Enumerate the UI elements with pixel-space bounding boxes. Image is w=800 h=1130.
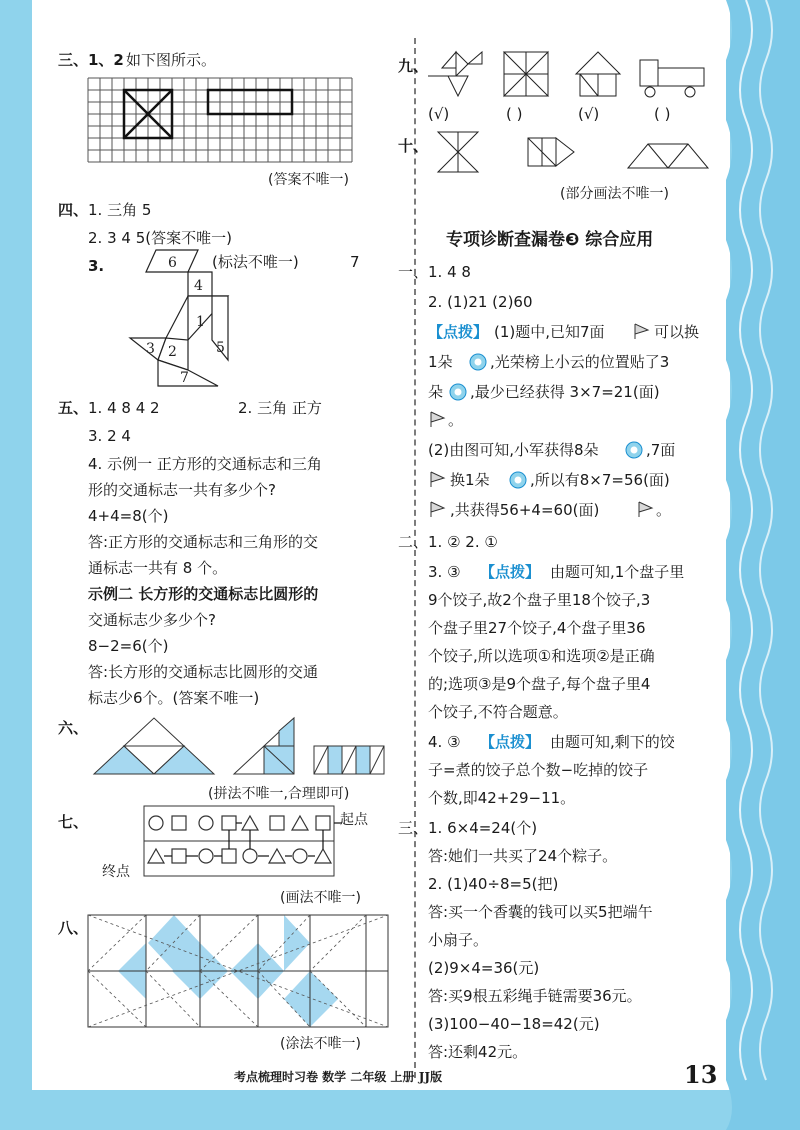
q7-label: 七、 (58, 813, 89, 831)
q7-end-label: 终点 (102, 864, 130, 880)
cloud-flower-icon (468, 352, 488, 372)
left-border (0, 0, 32, 1130)
s2-tip-badge-1: 【点拨】 (480, 563, 541, 581)
flag-icon (428, 410, 448, 428)
s2-line2b: 由题可知,1个盘子里 (550, 563, 685, 581)
q5-line12: 标志少6个。(答案不唯一) (88, 689, 260, 707)
q6-note: (拼法不唯一,合理即可) (208, 786, 350, 802)
s2-line7: 个饺子,不符合题意。 (428, 703, 568, 721)
q4-line2: 2. 3 4 5(答案不唯一) (88, 229, 232, 247)
q4-line3-value: 7 (350, 253, 360, 271)
q10-label: 十、 (398, 137, 429, 155)
s1-line7: (2)由图可知,小军获得8朵 (428, 441, 599, 459)
q4-piece-2: 2 (168, 344, 177, 360)
q5-line9: 交通标志少多少个? (88, 611, 216, 629)
q3-text: 如下图所示。 (126, 51, 217, 69)
answer-page (34, 0, 726, 1090)
s3-line5: 小扇子。 (428, 931, 489, 949)
s1-line3b: 可以换 (654, 323, 700, 341)
s2-line2a: 3. ③ (428, 563, 461, 581)
s3-line7: 答:买9根五彩绳手链需要36元。 (428, 987, 642, 1005)
s2-line4: 个盘子里27个饺子,4个盘子里36 (428, 619, 646, 637)
s3-line4: 答:买一个香囊的钱可以买5把端午 (428, 903, 653, 921)
q4-tangram-bird (128, 250, 238, 390)
section-title: 专项诊断查漏卷❸ 综合应用 (446, 230, 654, 250)
q9-label: 九、 (398, 57, 429, 75)
column-divider (414, 38, 416, 1078)
q9-answer-3: (√) (578, 105, 600, 123)
flag-icon (428, 470, 448, 488)
q5-line1b: 2. 三角 正方 (238, 399, 322, 417)
q3-grid-figure (88, 78, 352, 162)
s1-line6: 。 (448, 411, 464, 429)
q4-piece-7: 7 (180, 370, 189, 386)
s2-line1: 二、1. ② 2. ① (398, 533, 498, 551)
s3-line1: 三、1. 6×4=24(个) (398, 819, 538, 837)
q4-line3-note: (标法不唯一) (212, 253, 299, 271)
s2-tip-badge-2: 【点拨】 (480, 733, 541, 751)
s1-line5: 朵 (428, 383, 444, 401)
s1-line8: 换1朵 (450, 471, 490, 489)
q5-line5: 4+4=8(个) (88, 507, 169, 525)
cloud-flower-icon (508, 470, 528, 490)
q7-path-grid (144, 806, 334, 878)
q3-note: (答案不唯一) (268, 172, 349, 188)
s1-line1: 一、1. 4 8 (398, 263, 471, 281)
q6-shapes-figure (94, 716, 384, 778)
q4-piece-4: 4 (194, 278, 203, 294)
s3-line8: (3)100−40−18=42(元) (428, 1015, 600, 1033)
q5-line7: 通标志一共有 8 个。 (88, 559, 228, 577)
q5-line11: 答:长方形的交通标志比圆形的交通 (88, 663, 319, 681)
flag-icon (632, 322, 652, 340)
right-wave-decoration (726, 0, 800, 1130)
s1-line8b: ,所以有8×7=56(面) (530, 471, 670, 489)
q9-answer-1: (√) (428, 105, 450, 123)
s1-line7b: ,7面 (646, 441, 676, 459)
s2-line8b: 由题可知,剩下的饺 (550, 733, 675, 751)
s2-line8a: 4. ③ (428, 733, 461, 751)
q8-coloring-grid (88, 915, 388, 1027)
s2-line10: 个数,即42+29−11。 (428, 789, 576, 807)
s1-line4: 1朵 (428, 353, 453, 371)
cloud-flower-icon (448, 382, 468, 402)
q4-label: 四、 (58, 201, 89, 219)
s3-line6: (2)9×4=36(元) (428, 959, 540, 977)
q5-line2: 3. 2 4 (88, 427, 131, 445)
s3-line2: 答:她们一共买了24个粽子。 (428, 847, 618, 865)
s1-line9: ,共获得56+4=60(面) (450, 501, 600, 519)
q7-start-label: 起点 (340, 812, 368, 828)
q5-line10: 8−2=6(个) (88, 637, 169, 655)
q4-piece-6: 6 (168, 255, 177, 271)
q9-answer-2: ( ) (506, 105, 523, 123)
q5-line6: 答:正方形的交通标志和三角形的交 (88, 533, 319, 551)
s1-line4b: ,光荣榜上小云的位置贴了3 (490, 353, 670, 371)
q8-label: 八、 (58, 919, 89, 937)
s1-tip-badge: 【点拨】 (428, 323, 489, 341)
footer-text: 考点梳理时习卷 数学 二年级 上册 JJ版 (234, 1070, 443, 1084)
q4-line1: 1. 三角 5 (88, 201, 152, 219)
q5-line3: 4. 示例一 正方形的交通标志和三角 (88, 455, 322, 473)
q4-piece-1: 1 (196, 314, 205, 330)
s1-line5b: ,最少已经获得 3×7=21(面) (470, 383, 660, 401)
q6-label: 六、 (58, 719, 89, 737)
s2-line6: 的;选项③是9个盘子,每个盘子里4 (428, 675, 651, 693)
s3-line9: 答:还剩42元。 (428, 1043, 528, 1061)
s1-line2: 2. (1)21 (2)60 (428, 293, 533, 311)
flag-icon (636, 500, 656, 518)
q5-line1: 1. 4 8 4 2 (88, 399, 160, 417)
q3-label: 三、1、2 (58, 51, 124, 69)
flag-icon (428, 500, 448, 518)
s2-line3: 9个饺子,故2个盘子里18个饺子,3 (428, 591, 651, 609)
q8-note: (涂法不唯一) (280, 1036, 361, 1052)
s2-line9: 子=煮的饺子总个数−吃掉的饺子 (428, 761, 649, 779)
q5-line4: 形的交通标志一共有多少个? (88, 481, 276, 499)
q4-line3: 3. (88, 257, 105, 275)
q4-piece-5: 5 (216, 340, 225, 356)
s1-line9b: 。 (656, 501, 672, 519)
q4-piece-3: 3 (146, 341, 155, 357)
q10-figures (438, 128, 708, 178)
page-number: 13 (684, 1060, 718, 1089)
q9-answer-4: ( ) (654, 105, 671, 123)
q5-label: 五、 (58, 399, 89, 417)
s1-line3: (1)题中,已知7面 (494, 323, 605, 341)
q5-line8: 示例二 长方形的交通标志比圆形的 (88, 585, 319, 603)
bottom-border (0, 1090, 800, 1130)
s3-line3: 2. (1)40÷8=5(把) (428, 875, 559, 893)
s2-line5: 个饺子,所以选项①和选项②是正确 (428, 647, 655, 665)
cloud-flower-icon (624, 440, 644, 460)
q10-note: (部分画法不唯一) (560, 186, 669, 202)
q7-note: (画法不唯一) (280, 890, 361, 906)
q9-figures (428, 48, 718, 104)
